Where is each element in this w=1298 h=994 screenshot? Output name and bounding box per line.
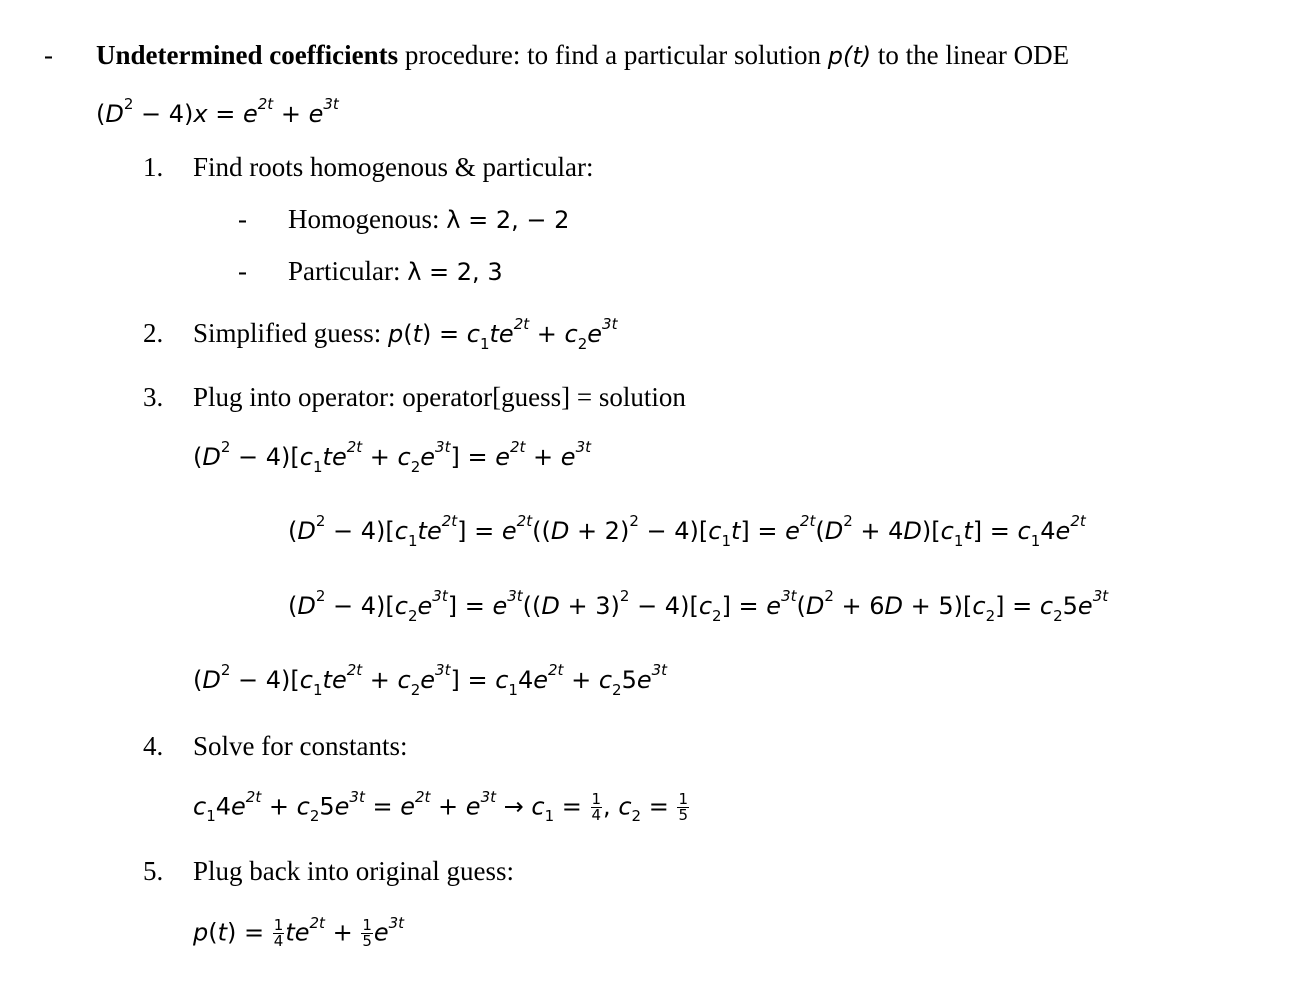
step4-number: 4.: [143, 731, 164, 761]
step3-label: Plug into operator: operator[guess] = solution: [193, 382, 686, 412]
constants-equation: $c_14e^{2t} + c_25e^{3t} = e^{2t} + e^{3t} \to c_1$ = $\frac{1}{4}$ , $c_2$ = $\frac{1}{5}$: [193, 787, 688, 826]
part-roots: λ = 2, 3: [407, 258, 503, 286]
homog-roots: λ = 2, − 2: [446, 206, 570, 234]
step2-number: 2.: [143, 318, 164, 348]
step3-number: 3.: [143, 382, 164, 412]
step1-label: Find roots homogenous & particular:: [193, 152, 594, 182]
step5-label: Plug back into original guess:: [193, 856, 514, 886]
part-label: Particular:: [288, 256, 408, 286]
intro-end: to the linear ODE: [871, 40, 1070, 70]
part-bullet: -: [238, 256, 247, 286]
operator-result: $(D^2 - 4)[c_1te^{2t} + c_2e^{3t}] = c_14e^{2t} + c_25e^{3t}$: [193, 661, 668, 699]
bullet-dash: -: [44, 40, 53, 70]
guess-equation: $p(t) = c_1te^{2t} + c_2e^{3t}$: [388, 315, 618, 353]
operator-equation: $(D^2 - 4)[c_1te^{2t} + c_2e^{3t}] = e^{2t} + e^{3t}$: [193, 438, 591, 476]
ode-equation: $(D^2 - 4)x = e^{2t} + e^{3t}$: [96, 95, 339, 128]
homog-bullet: -: [238, 204, 247, 234]
step4-label: Solve for constants:: [193, 731, 408, 761]
operator-term1: $(D^2 - 4)[c_1te^{2t}] = e^{2t}((D + 2)^2 - 4)[c_1t] = e^{2t}(D^2 + 4D)[c_1t] = c_14e^{2t}$: [288, 512, 1086, 550]
step5-number: 5.: [143, 856, 164, 886]
homog-line: [288, 204, 569, 235]
homog-label: Homogenous:: [288, 204, 447, 234]
step1-number: 1.: [143, 152, 164, 182]
step2-line: [193, 315, 618, 353]
intro-bold: Undetermined coefficients: [96, 40, 399, 70]
operator-term2: $(D^2 - 4)[c_2e^{3t}] = e^{3t}((D + 3)^2 - 4)[c_2] = e^{3t}(D^2 + 6D + 5)[c_2] = c_25e^{3t}$: [288, 587, 1109, 625]
part-line: [288, 256, 503, 287]
intro-rest: procedure: to find a particular solution: [398, 40, 828, 70]
intro-p-t: p(t): [827, 42, 872, 70]
step2-label: Simplified guess:: [193, 318, 388, 348]
final-solution: p(t) = $\frac{1}{4}$ $te^{2t}$ + $\frac{1}{5}$ $e^{3t}$: [193, 913, 405, 950]
intro-text: [96, 40, 1069, 71]
